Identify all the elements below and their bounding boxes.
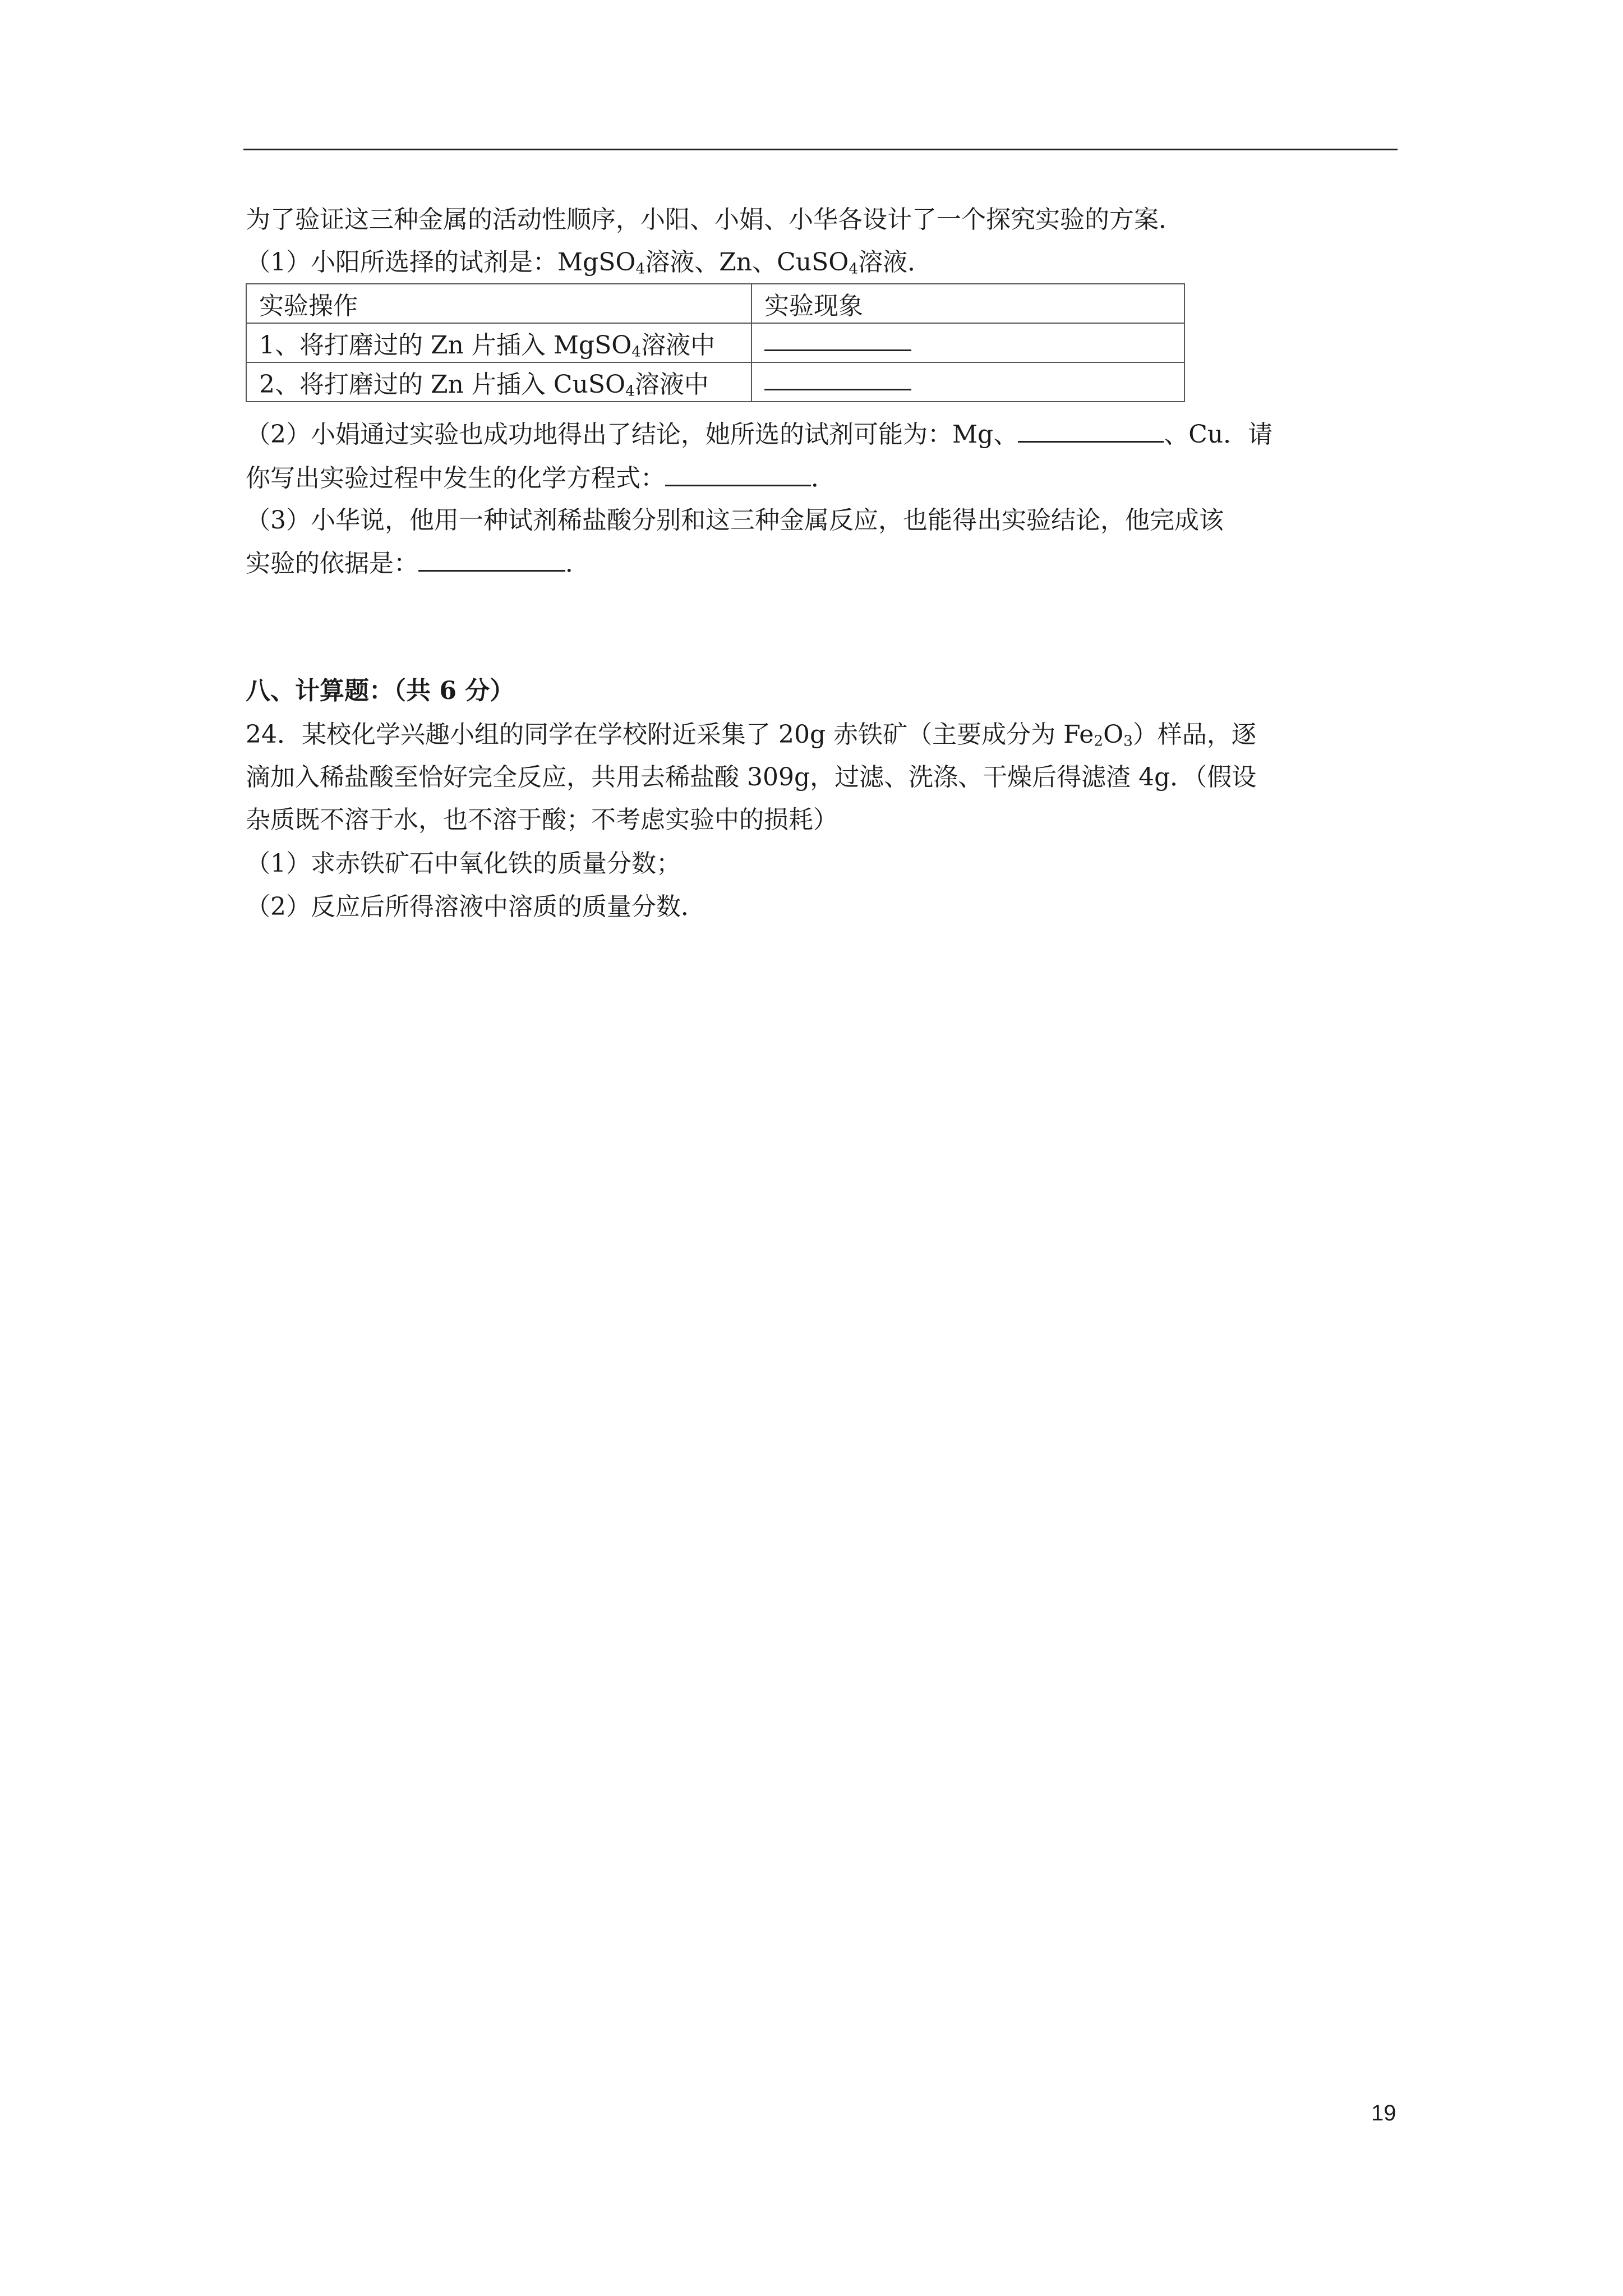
answer-blank[interactable] bbox=[665, 464, 811, 486]
answer-blank[interactable] bbox=[764, 328, 911, 351]
question-24-line-1: 24．某校化学兴趣小组的同学在学校附近采集了 20g 赤铁矿（主要成分为 $Fe_2O_3$）样品，逐 bbox=[246, 720, 1256, 750]
header-operation: 实验操作 bbox=[246, 284, 751, 323]
answer-blank[interactable] bbox=[1018, 420, 1164, 443]
row-1-operation: 1、将打磨过的 Zn 片插入 MgSO$_4$溶液中 bbox=[246, 323, 751, 362]
question-3-line-1: （3）小华说，他用一种试剂稀盐酸分别和这三种金属反应，也能得出实验结论，他完成该 bbox=[246, 506, 1224, 535]
experiment-table bbox=[246, 283, 1185, 402]
answer-blank[interactable] bbox=[418, 549, 565, 572]
page-number: 19 bbox=[1371, 2101, 1396, 2125]
header-phenomenon: 实验现象 bbox=[751, 284, 1184, 323]
row-2-phenomenon bbox=[751, 362, 1184, 402]
row-1-phenomenon bbox=[751, 323, 1184, 362]
intro-text: 为了验证这三种金属的活动性顺序，小阳、小娟、小华各设计了一个探究实验的方案． bbox=[246, 205, 1183, 234]
table-row bbox=[246, 362, 1184, 402]
question-24-sub-1: （1）求赤铁矿石中氧化铁的质量分数； bbox=[246, 849, 681, 878]
question-2-line-1: （2）小娟通过实验也成功地得出了结论，她所选的试剂可能为：Mg、 、Cu．请 bbox=[246, 420, 1273, 449]
question-24-line-2: 滴加入稀盐酸至恰好完全反应，共用去稀盐酸 309g，过滤、洗涤、干燥后得滤渣 4g．（假设 bbox=[246, 763, 1257, 792]
header-rule bbox=[243, 149, 1398, 150]
question-2-line-2: 你写出实验过程中发生的化学方程式： ． bbox=[246, 464, 836, 493]
question-24-sub-2: （2）反应后所得溶液中溶质的质量分数． bbox=[246, 892, 706, 921]
row-2-operation: 2、将打磨过的 Zn 片插入 CuSO$_4$溶液中 bbox=[246, 362, 751, 402]
section-8-title: 八、计算题：（共 6 分） bbox=[246, 677, 515, 705]
question-1-line: （1）小阳所选择的试剂是：MgSO$_4$溶液、Zn、CuSO$_4$溶液． bbox=[246, 248, 933, 278]
table-header-row bbox=[246, 284, 1184, 323]
table-row bbox=[246, 323, 1184, 362]
question-3-line-2: 实验的依据是： ． bbox=[246, 549, 590, 578]
answer-blank[interactable] bbox=[764, 367, 911, 390]
question-24-line-3: 杂质既不溶于水，也不溶于酸；不考虑实验中的损耗） bbox=[246, 806, 838, 834]
